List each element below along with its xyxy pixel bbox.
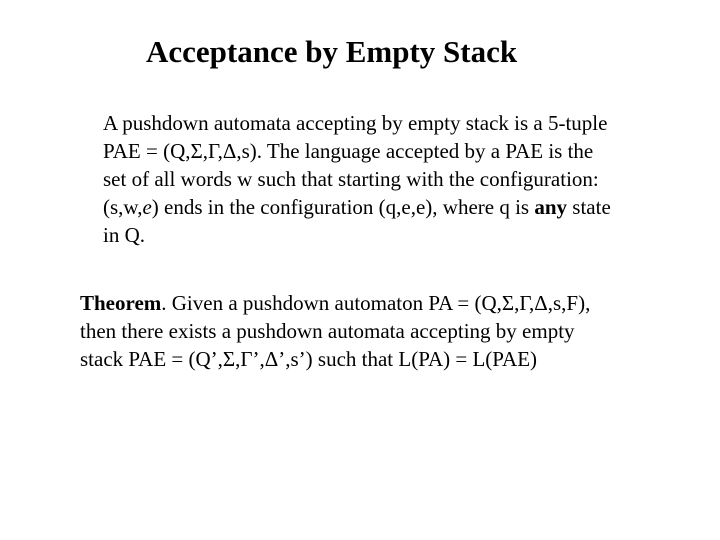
definition-paragraph — [103, 109, 611, 249]
definition-line: PAE = (Q,Σ,Γ,Δ,s). The language accepted by a PAE is the — [103, 139, 594, 163]
definition-italic-e: e — [142, 195, 152, 219]
definition-line: set of all words w such that starting with the configuration: — [103, 167, 599, 191]
theorem-line — [80, 289, 590, 317]
definition-line — [103, 193, 611, 221]
definition-emphasis-any: any — [534, 195, 568, 219]
definition-text: ) ends in the configuration (q,e,e), where q is — [151, 195, 535, 219]
theorem-paragraph — [80, 289, 590, 373]
definition-text: (s,w, — [103, 195, 143, 219]
slide-title: Acceptance by Empty Stack — [146, 34, 518, 69]
theorem-line: then there exists a pushdown automata accepting by empty — [80, 319, 575, 343]
definition-line: in Q. — [103, 223, 145, 247]
definition-line: A pushdown automata accepting by empty stack is a 5-tuple — [103, 111, 608, 135]
definition-text: state — [567, 195, 611, 219]
theorem-line: stack PAE = (Q’,Σ,Γ’,Δ’,s’) such that L(PA) = L(PAE) — [80, 347, 538, 371]
theorem-text: . Given a pushdown automaton PA = (Q,Σ,Γ,Δ,s,F), — [161, 291, 591, 315]
theorem-label: Theorem — [80, 291, 162, 315]
